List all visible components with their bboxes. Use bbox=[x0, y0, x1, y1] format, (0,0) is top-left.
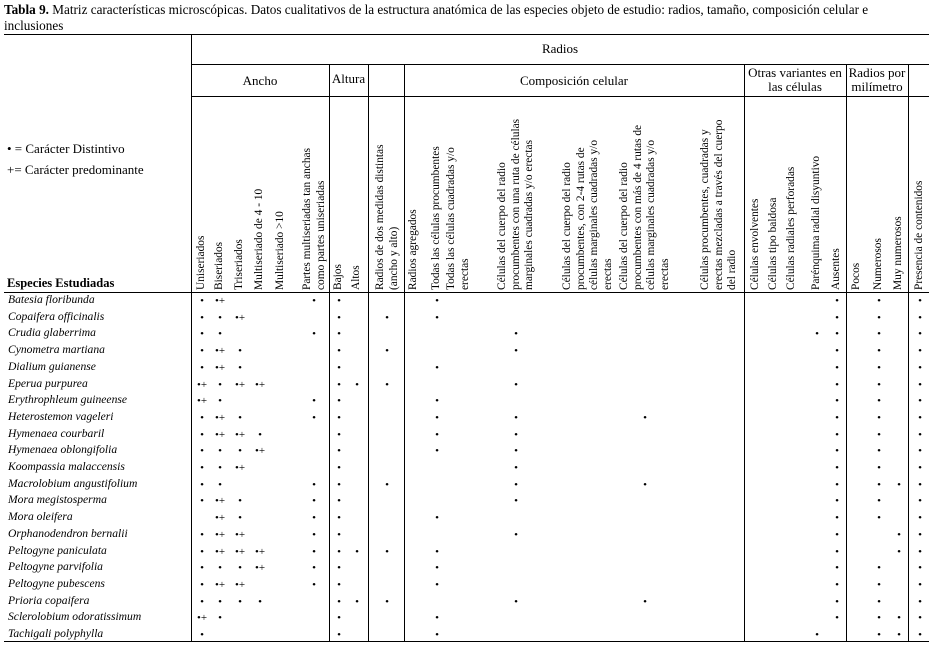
table-cell-mark: • bbox=[218, 328, 222, 341]
species-column-header: Especies Estudiadas bbox=[7, 276, 115, 290]
table-cell-mark: • bbox=[312, 395, 316, 408]
table-cell-mark: • bbox=[877, 328, 881, 341]
species-name: Orphanodendron bernalii bbox=[8, 526, 128, 540]
table-cell-mark: • bbox=[238, 562, 242, 575]
table-cell-mark: • bbox=[918, 395, 922, 408]
column-header-label: Bajos bbox=[332, 264, 345, 290]
species-name: Mora oleifera bbox=[8, 510, 73, 524]
column-header-label: Multiseriado de 4 - 10 bbox=[253, 188, 266, 290]
table-cell-mark: •+ bbox=[234, 528, 246, 541]
table-cell-mark: • bbox=[355, 595, 359, 608]
column-header-label: Presencia de contenidos bbox=[913, 180, 926, 290]
column-header bbox=[300, 97, 326, 290]
table-cell-mark: •+ bbox=[214, 512, 226, 525]
table-cell-mark: • bbox=[514, 378, 518, 391]
column-header-label: Muy numerosos bbox=[892, 216, 905, 290]
table-cell-mark: • bbox=[877, 445, 881, 458]
table-cell-mark: • bbox=[258, 428, 262, 441]
table-cell-mark: • bbox=[877, 295, 881, 307]
table-cell-mark: • bbox=[337, 345, 341, 358]
table-cell-mark: • bbox=[835, 295, 839, 307]
column-header bbox=[870, 97, 888, 290]
table-cell-mark: • bbox=[877, 411, 881, 424]
table-cell-mark: •+ bbox=[254, 545, 266, 558]
table-cell-mark: • bbox=[643, 478, 647, 491]
table-cell-mark: • bbox=[877, 378, 881, 391]
table-cell-mark: • bbox=[435, 361, 439, 374]
table-cell-mark: •+ bbox=[254, 445, 266, 458]
table-cell-mark: • bbox=[514, 595, 518, 608]
table-cell-mark: • bbox=[218, 462, 222, 474]
table-cell-mark: • bbox=[238, 595, 242, 608]
species-name: Dialium guianense bbox=[8, 359, 96, 373]
species-column-rule bbox=[191, 34, 192, 641]
column-header bbox=[911, 97, 929, 290]
species-name: Prioria copaifera bbox=[8, 593, 90, 607]
table-cell-mark: • bbox=[835, 462, 839, 474]
table-cell-mark: • bbox=[337, 462, 341, 474]
table-cell-mark: • bbox=[918, 311, 922, 324]
table-cell-mark: • bbox=[312, 411, 316, 424]
table-cell-mark: • bbox=[337, 629, 341, 641]
table-cell-mark: • bbox=[835, 311, 839, 324]
column-header bbox=[495, 97, 535, 290]
column-header bbox=[698, 97, 738, 290]
table-cell-mark: • bbox=[835, 595, 839, 608]
species-name: Peltogyne paniculata bbox=[8, 543, 107, 557]
table-cell-mark: • bbox=[514, 411, 518, 424]
table-cell-mark: • bbox=[337, 612, 341, 625]
column-header-label: Ausentes bbox=[830, 248, 843, 290]
table-cell-mark: • bbox=[238, 345, 242, 358]
table-cell-mark: • bbox=[337, 311, 341, 324]
table-cell-mark: • bbox=[877, 462, 881, 474]
table-cell-mark: •+ bbox=[234, 462, 246, 474]
table-cell-mark: •+ bbox=[234, 578, 246, 591]
table-cell-mark: • bbox=[337, 378, 341, 391]
table-cell-mark: • bbox=[312, 512, 316, 525]
table-cell-mark: • bbox=[238, 495, 242, 508]
column-header bbox=[783, 97, 801, 290]
table-cell-mark: • bbox=[514, 528, 518, 541]
table-cell-mark: • bbox=[877, 311, 881, 324]
table-cell-mark: • bbox=[337, 545, 341, 558]
species-name: Macrolobium angustifolium bbox=[8, 476, 138, 490]
table-cell-mark: • bbox=[337, 411, 341, 424]
species-name: Eperua purpurea bbox=[8, 376, 88, 390]
table-cell-mark: • bbox=[918, 612, 922, 625]
table-cell-mark: • bbox=[435, 311, 439, 324]
table-cell-mark: • bbox=[918, 512, 922, 525]
table-cell-mark: • bbox=[435, 395, 439, 408]
table-cell-mark: •+ bbox=[196, 612, 208, 625]
group-ancho: Ancho bbox=[242, 73, 278, 88]
table-cell-mark: •+ bbox=[234, 378, 246, 391]
legend-predominant: += Carácter predominante bbox=[7, 162, 144, 177]
table-cell-mark: • bbox=[337, 428, 341, 441]
species-name: Hymenaea oblongifolia bbox=[8, 443, 118, 457]
header-bottom-rule bbox=[4, 292, 929, 293]
table-cell-mark: • bbox=[435, 512, 439, 525]
table-cell-mark: • bbox=[835, 445, 839, 458]
table-cell-mark: • bbox=[877, 562, 881, 575]
species-name: Koompassia malaccensis bbox=[8, 460, 125, 473]
table-cell-mark: • bbox=[435, 445, 439, 458]
caption-text: Matriz características microscópicas. Datos cualitativos de la estructura anatómica de las especies objeto de estudio: radios, tamaño, composición celular e inclusiones bbox=[4, 2, 869, 33]
table-cell-mark: • bbox=[918, 345, 922, 358]
table-cell-mark: • bbox=[877, 612, 881, 625]
column-header-label: Pocos bbox=[850, 262, 863, 290]
table-cell-mark: • bbox=[835, 578, 839, 591]
table-cell-mark: • bbox=[835, 528, 839, 541]
table-cell-mark: • bbox=[918, 578, 922, 591]
table-cell-mark: • bbox=[918, 629, 922, 641]
table-cell-mark: • bbox=[877, 428, 881, 441]
table-cell-mark: • bbox=[337, 528, 341, 541]
table-cell-mark: • bbox=[218, 612, 222, 625]
table-cell-mark: • bbox=[918, 495, 922, 508]
column-header-label: Uniseriados bbox=[195, 235, 208, 290]
table-cell-mark: • bbox=[835, 562, 839, 575]
table-cell-mark: • bbox=[918, 445, 922, 458]
column-header bbox=[373, 97, 399, 290]
table-cell-mark: • bbox=[435, 612, 439, 625]
table-cell-mark: •+ bbox=[196, 378, 208, 391]
table-cell-mark: • bbox=[918, 562, 922, 575]
table-cell-mark: • bbox=[218, 595, 222, 608]
group-composicion: Composición celular bbox=[520, 73, 628, 88]
table-cell-mark: • bbox=[918, 295, 922, 307]
table-cell-mark: • bbox=[918, 528, 922, 541]
table-cell-mark: • bbox=[312, 578, 316, 591]
table-cell-mark: • bbox=[312, 495, 316, 508]
table-cell-mark: • bbox=[835, 512, 839, 525]
table-cell-mark: • bbox=[238, 361, 242, 374]
table-cell-mark: • bbox=[258, 595, 262, 608]
species-name: Crudia glaberrima bbox=[8, 326, 96, 340]
table-cell-mark: • bbox=[200, 478, 204, 491]
group-otras-variantes: Otras variantes en las células bbox=[748, 65, 842, 94]
table-cell-mark: •+ bbox=[214, 578, 226, 591]
species-name: Erythrophleum guineense bbox=[8, 393, 128, 407]
table-cell-mark: • bbox=[200, 629, 204, 641]
table-cell-mark: • bbox=[385, 345, 389, 358]
legend-distinctive: • = Carácter Distintivo bbox=[7, 141, 125, 156]
table-cell-mark: • bbox=[200, 311, 204, 324]
table-cell-mark: •+ bbox=[234, 311, 246, 324]
column-header bbox=[251, 97, 269, 290]
column-header-label: Células radiales perforadas bbox=[785, 166, 798, 290]
table-cell-mark: • bbox=[312, 562, 316, 575]
species-name: Copaifera officinalis bbox=[8, 309, 105, 323]
column-header bbox=[330, 97, 348, 290]
table-cell-mark: • bbox=[200, 445, 204, 458]
species-name: Peltogyne pubescens bbox=[8, 576, 105, 590]
table-cell-mark: • bbox=[835, 345, 839, 358]
table-cell-mark: • bbox=[514, 495, 518, 508]
column-header-label: Células procumbentes, cuadradas y erectas mezcladas a través del cuerpo del radio bbox=[698, 119, 738, 290]
table-top-rule bbox=[4, 34, 929, 35]
table-cell-mark: • bbox=[337, 595, 341, 608]
column-header-label: Altos bbox=[350, 265, 363, 290]
table-cell-mark: • bbox=[918, 378, 922, 391]
table-cell-mark: • bbox=[897, 629, 901, 641]
composition-other-rule bbox=[744, 64, 745, 641]
species-name: Heterostemon vageleri bbox=[8, 409, 114, 423]
table-cell-mark: • bbox=[835, 411, 839, 424]
column-header-label: Radios agregados bbox=[407, 209, 420, 290]
column-header bbox=[272, 97, 290, 290]
table-cell-mark: • bbox=[200, 428, 204, 441]
column-header bbox=[428, 97, 446, 290]
table-cell-mark: • bbox=[312, 528, 316, 541]
table-cell-mark: • bbox=[877, 345, 881, 358]
table-cell-mark: • bbox=[312, 545, 316, 558]
table-cell-mark: • bbox=[355, 545, 359, 558]
column-header-label: Multiseriado >10 bbox=[274, 211, 287, 290]
table-cell-mark: • bbox=[435, 545, 439, 558]
group-altura: Altura bbox=[331, 71, 366, 86]
table-cell-mark: • bbox=[897, 545, 901, 558]
table-cell-mark: • bbox=[918, 428, 922, 441]
table-cell-mark: • bbox=[200, 562, 204, 575]
table-cell-mark: • bbox=[200, 545, 204, 558]
table-cell-mark: • bbox=[815, 328, 819, 341]
table-cell-mark: • bbox=[337, 395, 341, 408]
table-cell-mark: • bbox=[200, 578, 204, 591]
table-cell-mark: • bbox=[218, 311, 222, 324]
table-cell-mark: • bbox=[643, 411, 647, 424]
table-cell-mark: • bbox=[200, 528, 204, 541]
table-cell-mark: •+ bbox=[214, 361, 226, 374]
table-cell-mark: • bbox=[897, 528, 901, 541]
table-cell-mark: • bbox=[835, 361, 839, 374]
table-cell-mark: • bbox=[514, 328, 518, 341]
column-header-label: Radios de dos medidas distintas (ancho y alto) bbox=[373, 144, 399, 290]
column-header bbox=[405, 97, 423, 290]
column-header bbox=[231, 97, 249, 290]
table-cell-mark: • bbox=[218, 395, 222, 408]
altura-two-sizes-rule bbox=[368, 64, 369, 641]
species-name: Tachigali polyphylla bbox=[8, 627, 104, 640]
table-cell-mark: • bbox=[385, 595, 389, 608]
table-cell-mark: • bbox=[312, 328, 316, 341]
radios-mm-contents-rule bbox=[908, 64, 909, 641]
table-cell-mark: • bbox=[877, 495, 881, 508]
column-header-label: Células envolventes bbox=[749, 198, 762, 290]
table-cell-mark: • bbox=[514, 428, 518, 441]
table-cell-mark: • bbox=[918, 328, 922, 341]
table-cell-mark: • bbox=[385, 545, 389, 558]
column-header-label: Parénquima radial disyuntivo bbox=[810, 155, 823, 290]
table-cell-mark: • bbox=[435, 295, 439, 307]
table-cell-mark: • bbox=[238, 445, 242, 458]
column-header bbox=[808, 97, 826, 290]
table-cell-mark: • bbox=[835, 495, 839, 508]
table-cell-mark: • bbox=[337, 361, 341, 374]
table-cell-mark: • bbox=[897, 612, 901, 625]
table-cell-mark: • bbox=[337, 512, 341, 525]
table-cell-mark: • bbox=[918, 595, 922, 608]
species-name: Cynometra martiana bbox=[8, 343, 105, 357]
table-cell-mark: • bbox=[200, 495, 204, 508]
table-cell-mark: • bbox=[835, 478, 839, 491]
column-header bbox=[561, 97, 614, 290]
table-cell-mark: • bbox=[200, 462, 204, 474]
table-cell-mark: • bbox=[918, 478, 922, 491]
table-cell-mark: • bbox=[835, 328, 839, 341]
species-name: Hymenaea courbaril bbox=[8, 426, 105, 440]
table-cell-mark: • bbox=[200, 328, 204, 341]
table-cell-mark: •+ bbox=[214, 545, 226, 558]
column-header-label: Células del cuerpo del radio procumbentes con una ruta de células marginales cuadradas y/o erectas bbox=[495, 118, 535, 290]
table-cell-mark: • bbox=[643, 595, 647, 608]
table-cell-mark: •+ bbox=[234, 428, 246, 441]
table-cell-mark: • bbox=[200, 411, 204, 424]
table-cell-mark: •+ bbox=[214, 295, 226, 307]
species-name: Peltogyne parvifolia bbox=[8, 560, 103, 574]
table-cell-mark: • bbox=[337, 562, 341, 575]
table-cell-mark: • bbox=[918, 545, 922, 558]
table-cell-mark: • bbox=[835, 612, 839, 625]
table-cell-mark: • bbox=[218, 445, 222, 458]
table-caption bbox=[4, 2, 929, 33]
column-header-label: Células tipo baldosa bbox=[767, 197, 780, 290]
table-cell-mark: • bbox=[435, 562, 439, 575]
table-cell-mark: • bbox=[337, 578, 341, 591]
table-cell-mark: • bbox=[514, 345, 518, 358]
column-header bbox=[193, 97, 211, 290]
column-header bbox=[618, 97, 671, 290]
table-cell-mark: • bbox=[238, 512, 242, 525]
column-header bbox=[211, 97, 229, 290]
table-cell-mark: •+ bbox=[254, 562, 266, 575]
table-cell-mark: •+ bbox=[254, 378, 266, 391]
column-header bbox=[747, 97, 765, 290]
table-cell-mark: •+ bbox=[196, 395, 208, 408]
table-cell-mark: • bbox=[514, 462, 518, 474]
column-header-label: Triseriados bbox=[233, 239, 246, 290]
table-cell-mark: •+ bbox=[214, 428, 226, 441]
column-header bbox=[828, 97, 846, 290]
table-cell-mark: •+ bbox=[214, 495, 226, 508]
table-cell-mark: • bbox=[238, 411, 242, 424]
radios-header: Radios bbox=[541, 41, 579, 56]
table-cell-mark: •+ bbox=[214, 411, 226, 424]
table-cell-mark: • bbox=[312, 478, 316, 491]
table-cell-mark: • bbox=[200, 295, 204, 307]
column-header-label: Partes multiseriadas tan anchas como partes uniseriadas bbox=[300, 147, 326, 290]
table-cell-mark: • bbox=[918, 361, 922, 374]
table-cell-mark: • bbox=[337, 478, 341, 491]
table-cell-mark: • bbox=[877, 478, 881, 491]
table-cell-mark: • bbox=[337, 295, 341, 307]
column-header-label: Células del cuerpo del radio procumbentes con más de 4 rutas de células marginales cuadradas y/o erectas bbox=[618, 124, 671, 290]
table-bottom-rule bbox=[4, 641, 929, 642]
table-cell-mark: • bbox=[877, 595, 881, 608]
species-name: Mora megistosperma bbox=[8, 493, 107, 507]
table-cell-mark: • bbox=[385, 311, 389, 324]
table-cell-mark: • bbox=[835, 395, 839, 408]
table-cell-mark: • bbox=[435, 428, 439, 441]
column-header-label: Todas las células cuadradas y/o erectas bbox=[444, 147, 470, 290]
table-cell-mark: • bbox=[337, 495, 341, 508]
table-cell-mark: • bbox=[218, 562, 222, 575]
table-cell-mark: • bbox=[897, 478, 901, 491]
column-header-label: Todas las células procumbentes bbox=[430, 146, 443, 290]
table-cell-mark: • bbox=[835, 545, 839, 558]
table-cell-mark: • bbox=[200, 345, 204, 358]
column-header bbox=[348, 97, 366, 290]
table-cell-mark: • bbox=[835, 428, 839, 441]
caption-label: Tabla 9. bbox=[4, 2, 49, 17]
table-cell-mark: • bbox=[355, 378, 359, 391]
other-radios-mm-rule bbox=[846, 64, 847, 641]
table-cell-mark: • bbox=[835, 378, 839, 391]
table-cell-mark: • bbox=[435, 629, 439, 641]
table-cell-mark: • bbox=[514, 445, 518, 458]
column-header bbox=[444, 97, 470, 290]
table-cell-mark: • bbox=[200, 595, 204, 608]
table-cell-mark: • bbox=[918, 462, 922, 474]
species-name: Sclerolobium odoratissimum bbox=[8, 610, 142, 624]
column-header bbox=[890, 97, 908, 290]
table-cell-mark: • bbox=[337, 445, 341, 458]
species-name: Batesia floribunda bbox=[8, 293, 95, 306]
table-cell-mark: • bbox=[877, 395, 881, 408]
table-cell-mark: • bbox=[877, 578, 881, 591]
table-cell-mark: • bbox=[877, 361, 881, 374]
table-cell-mark: • bbox=[435, 411, 439, 424]
table-cell-mark: •+ bbox=[214, 528, 226, 541]
table-cell-mark: • bbox=[877, 512, 881, 525]
column-header bbox=[765, 97, 783, 290]
table-cell-mark: • bbox=[200, 361, 204, 374]
table-cell-mark: • bbox=[385, 378, 389, 391]
table-cell-mark: • bbox=[514, 478, 518, 491]
table-cell-mark: • bbox=[312, 295, 316, 307]
table-cell-mark: •+ bbox=[214, 345, 226, 358]
column-header-label: Biseriados bbox=[213, 241, 226, 290]
table-cell-mark: • bbox=[337, 328, 341, 341]
table-cell-mark: •+ bbox=[234, 545, 246, 558]
group-radios-por-milimetro: Radios por milímetro bbox=[848, 65, 906, 94]
table-cell-mark: • bbox=[918, 411, 922, 424]
table-cell-mark: • bbox=[218, 378, 222, 391]
column-header-label: Numerosos bbox=[872, 238, 885, 290]
column-header bbox=[848, 97, 866, 290]
table-cell-mark: • bbox=[218, 478, 222, 491]
table-cell-mark: • bbox=[435, 578, 439, 591]
column-header-label: Células del cuerpo del radio procumbentes, con 2-4 rutas de células marginales cuadradas y/o erectas bbox=[561, 139, 614, 290]
table-cell-mark: • bbox=[877, 629, 881, 641]
table-cell-mark: • bbox=[385, 478, 389, 491]
table-cell-mark: • bbox=[815, 629, 819, 641]
